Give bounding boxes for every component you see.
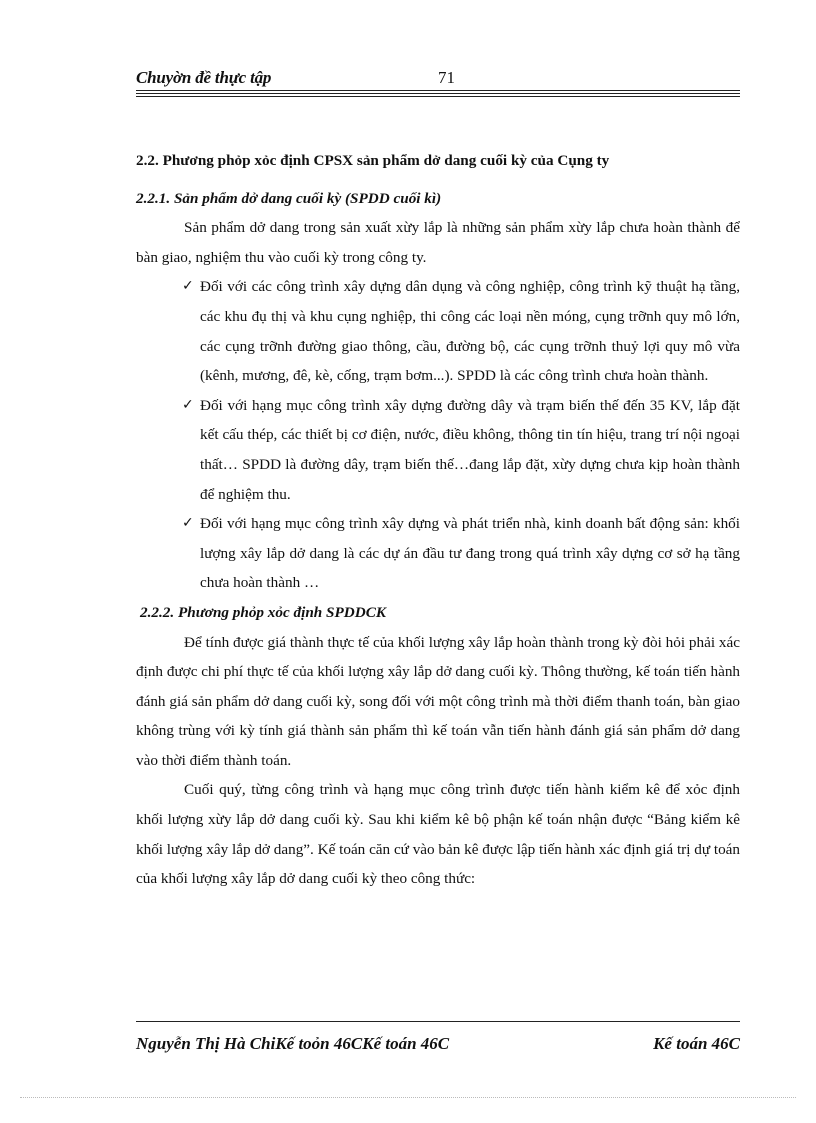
- header-rule: [136, 93, 740, 94]
- paragraph: Để tính được giá thành thực tế của khối lượng xây lắp hoàn thành trong kỳ đòi hỏi phải xác định được chi phí thực tế của khối lượng xây lắp dở dang cuối kỳ. Thông thường, kế toán tiến hành đánh giá sản phẩm dở dang cuối kỳ, song đối với một công trình mà thời điểm thanh toán, bàn giao không trùng với kỳ tính giá thành sản phẩm thì kế toán vẫn tiến hành đánh giá sản phẩm dở dang vào thời điểm thành toán.: [136, 633, 740, 769]
- bullet-text: Đối với các công trình xây dựng dân dụng và công nghiệp, công trình kỹ thuật hạ tầng, các khu đụ thị và khu cụng nghiệp, thi công các loại nền móng, cụng trỡnh quy mô lớn, các cụng trỡnh đường giao thông, cầu, đường bộ, các cụng trỡnh thuỷ lợi quy mô vừa (kênh, mương, đê, kè, cống, trạm bơm...). SPDD là các công trình chưa hoàn thành.: [200, 278, 740, 385]
- header-rule: [136, 96, 740, 97]
- checkmark-icon: ✓: [182, 515, 194, 532]
- paragraph: Sản phẩm dở dang trong sản xuất xừy lắp là những sản phẩm xừy lắp chưa hoàn thành để bàn giao, nghiệm thu vào cuối kỳ trong công ty.: [136, 219, 740, 266]
- header-title: Chuyờn đề thực tập: [136, 68, 272, 87]
- document-body: [136, 146, 740, 894]
- bullet-item: [182, 509, 740, 598]
- page-bottom-border: [20, 1097, 796, 1098]
- checkmark-icon: ✓: [182, 278, 194, 295]
- footer-author: Nguyễn Thị Hà ChiKế toỏn 46CKế toán 46C: [136, 1034, 450, 1053]
- bullet-item: [182, 272, 740, 390]
- subsection-heading-1: 2.2.1. Sản phẩm dở dang cuối kỳ (SPDD cuối kì): [136, 189, 442, 207]
- paragraph: Cuối quý, từng công trình và hạng mục công trình được tiến hành kiểm kê để xỏc định khối lượng xừy lắp dở dang cuối kỳ. Sau khi kiểm kê bộ phận kế toán nhận được “Bảng kiểm kê khối lượng xây lắp dở dang”. Kế toán căn cứ vào bản kê được lập tiến hành xác định giá trị dự toán của khối lượng xây lắp dở dang cuối kỳ theo công thức:: [136, 781, 741, 888]
- footer-class: Kế toán 46C: [653, 1034, 740, 1053]
- bullet-text: Đối với hạng mục công trình xây dựng đường dây và trạm biến thế đến 35 KV, lắp đặt kết cấu thép, các thiết bị cơ điện, nước, điều không, thông tin tín hiệu, trang trí nội ngoại thất… SPDD là đường dây, trạm biến thế…đang lắp đặt, xừy dựng chưa kịp hoàn thành để nghiệm thu.: [200, 396, 740, 503]
- subsection-heading-2: 2.2.2. Phương phỏp xỏc định SPDDCK: [140, 603, 386, 621]
- bullet-item: [182, 391, 740, 509]
- checkmark-icon: ✓: [182, 396, 194, 413]
- section-heading: 2.2. Phương phỏp xỏc định CPSX sản phẩm dở dang cuối kỳ của Cụng ty: [136, 152, 610, 169]
- page-number: 71: [438, 68, 455, 87]
- header-rule: [136, 90, 740, 91]
- bullet-text: Đối với hạng mục công trình xây dựng và phát triển nhà, kinh doanh bất động sản: khối lượng xây lắp dở dang là các dự án đầu tư đang trong quá trình xây dựng cơ sở hạ tầng chưa hoàn thành …: [200, 515, 740, 592]
- footer-rule: [136, 1021, 740, 1022]
